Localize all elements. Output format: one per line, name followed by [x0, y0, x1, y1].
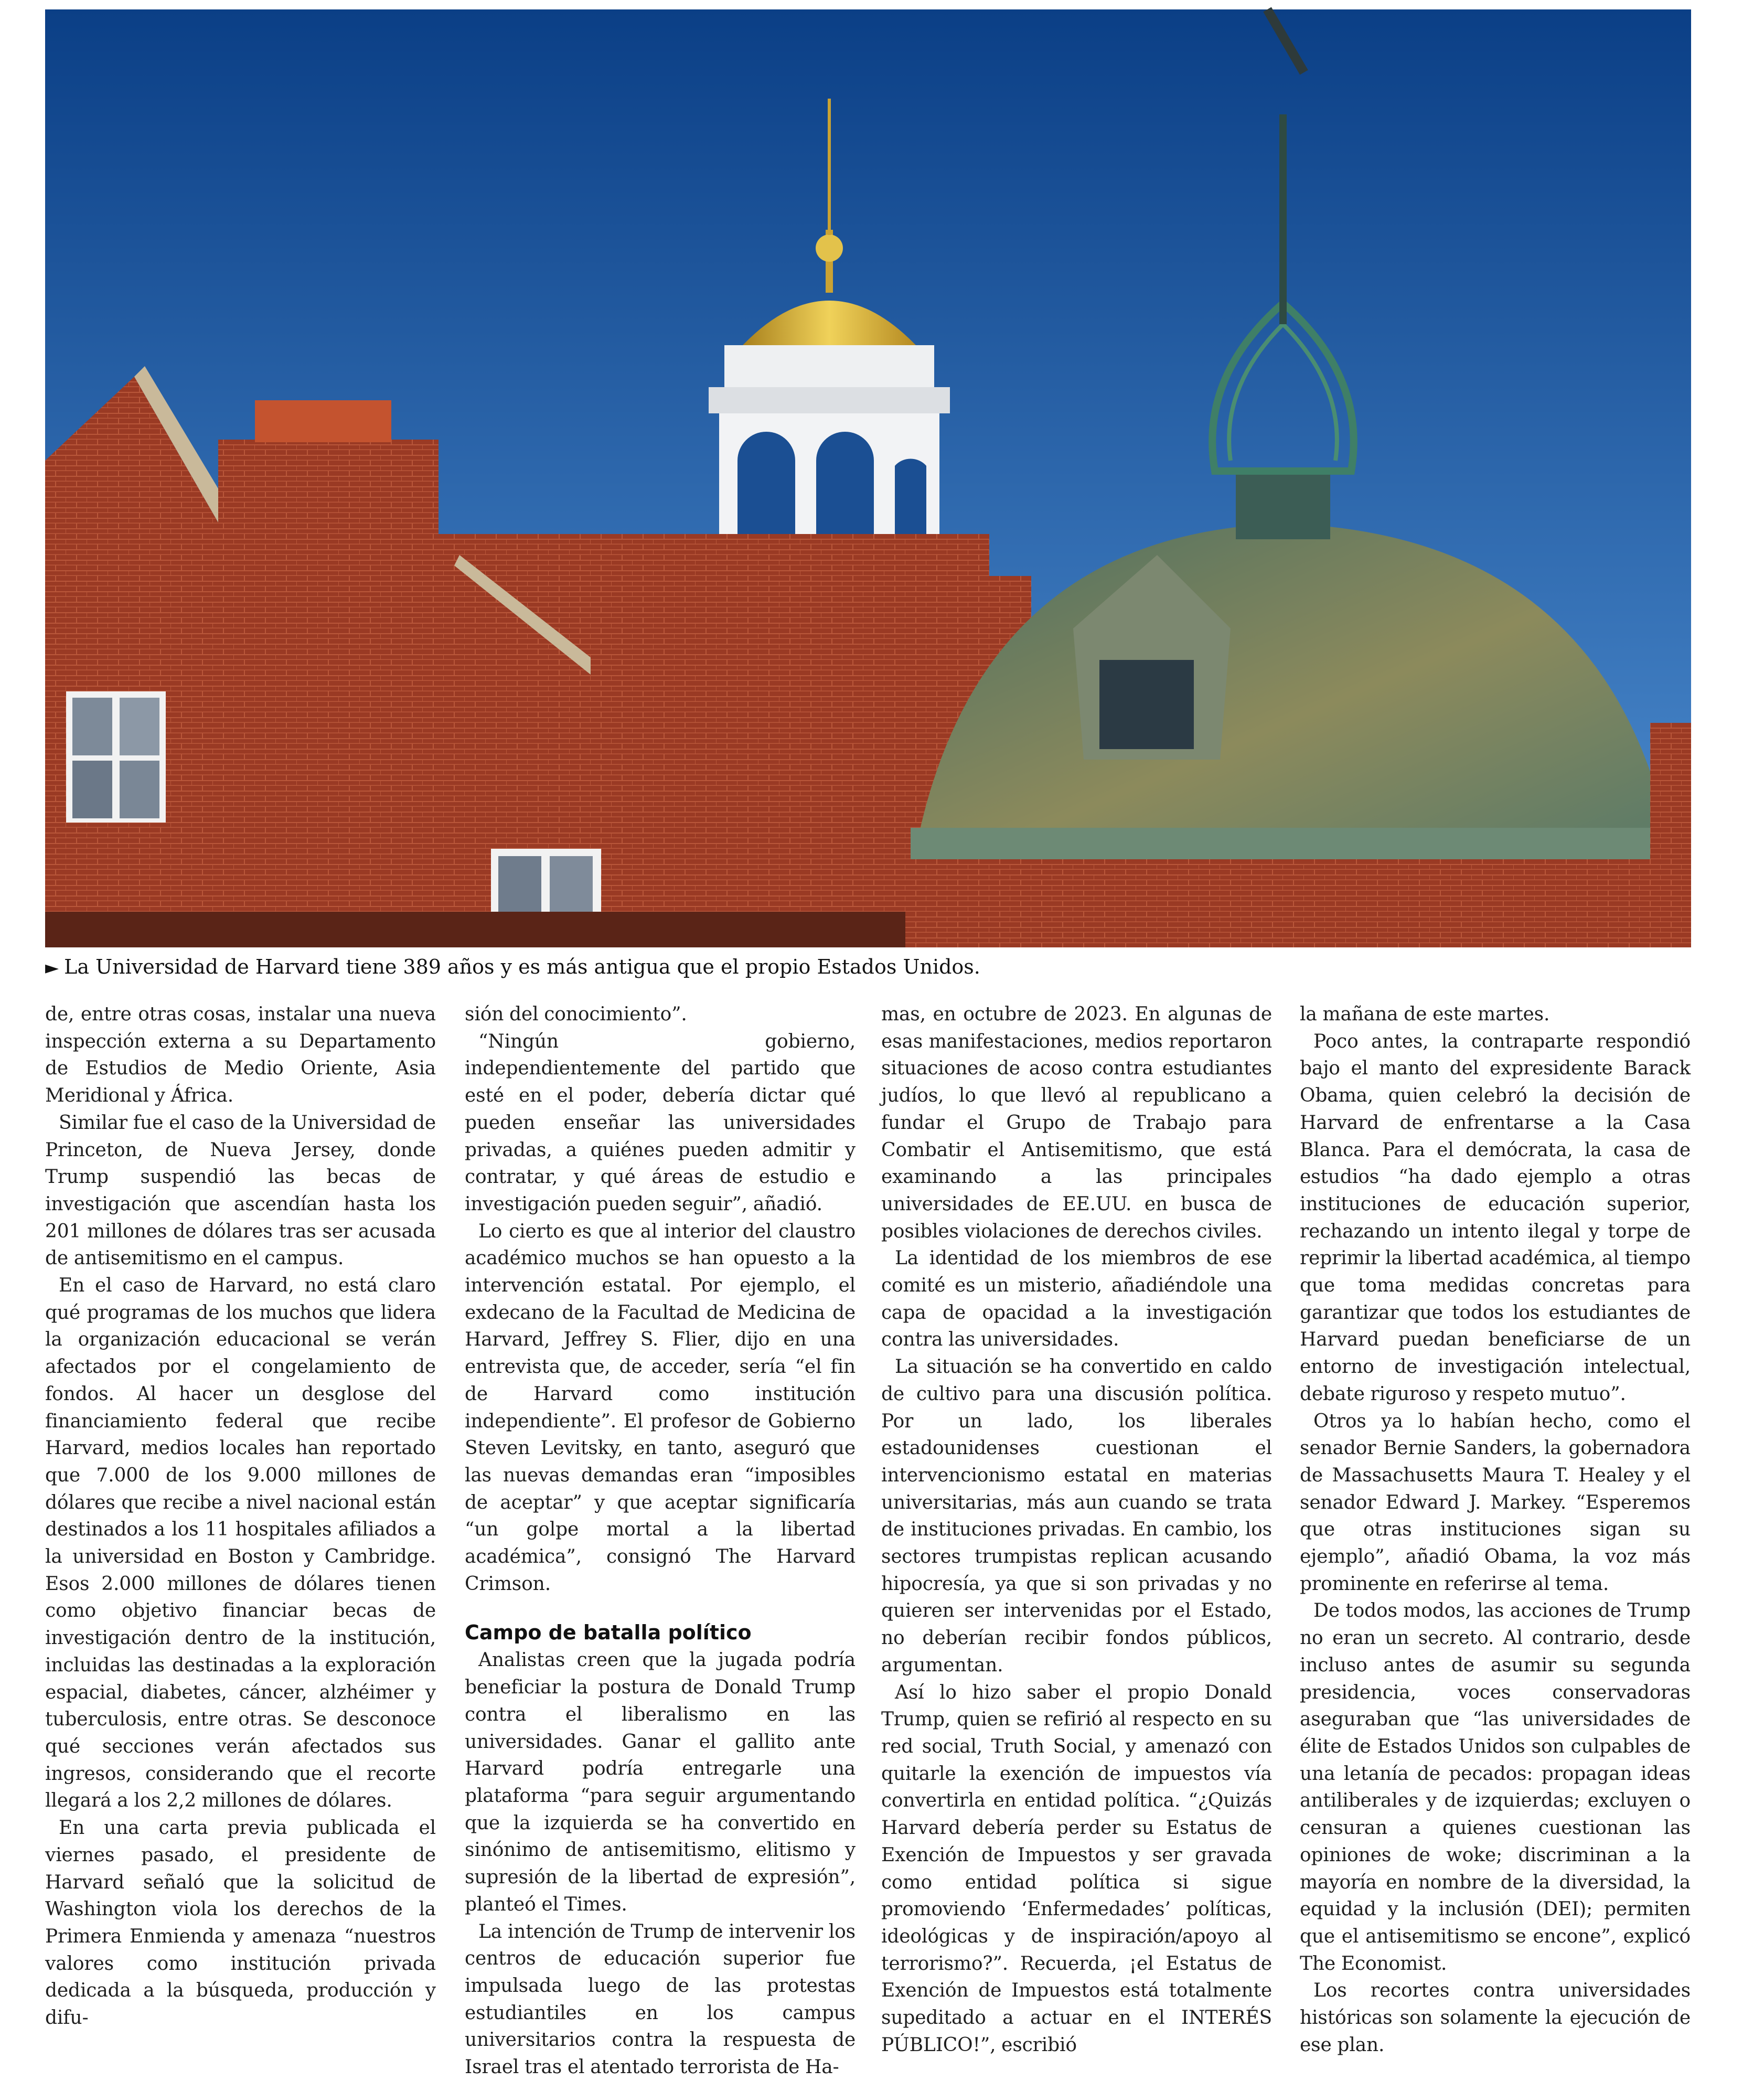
caption-text: La Universidad de Harvard tiene 389 años y es más antigua que el propio Estados Unidos. [64, 955, 980, 978]
paragraph: Similar fue el caso de la Universidad de Princeton, de Nueva Jersey, donde Trump suspendió las becas de investigación que ascendían hasta los 201 millones de dólares tras ser acusada de antisemitismo en el campus. [45, 1112, 436, 1269]
paragraph: De todos modos, las acciones de Trump no eran un secreto. Al contrario, desde incluso antes de asumir su segunda presidencia, voces conservadoras aseguraban que “las universidades de élite de Estados Unidos son culpables de una letanía de pecados: propagan ideas antiliberales y de izquierdas; excluyen o censuran a quienes cuestionan las opiniones de woke; discriminan a la mayoría en nombre de la diversidad, la equidad y la inclusión (DEI); permiten que el antisemitismo se encone”, explicó The Economist. [1300, 1600, 1691, 1975]
paragraph: mas, en octubre de 2023. En algunas de esas manifestaciones, medios reportaron situaciones de acoso contra estudiantes judíos, lo que llevó al republicano a fundar el Grupo de Trabajo para Combatir el Antisemitismo, que está examinando a las principales universidades de EE.UU. en busca de posibles violaciones de derechos civiles. [881, 1004, 1272, 1242]
article-column-4 [1300, 1001, 1691, 2056]
harvard-buildings-illustration [45, 9, 1691, 947]
paragraph: En una carta previa publicada el viernes pasado, el presidente de Harvard señaló que la solicitud de Washington viola los derechos de la Primera Enmienda y amenaza “nuestros valores como institución privada dedicada a la búsqueda, producción y difu- [45, 1817, 436, 2029]
paragraph: Analistas creen que la jugada podría beneficiar la postura de Donald Trump contra el liberalismo en las universidades. Ganar el gallito ante Harvard podría entregarle una plataforma “para seguir argumentando que la izquierda se ha convertido en sinónimo de antisemitismo, elitismo y supresión de la libertad de expresión”, planteó el Times. [465, 1649, 856, 1915]
paragraph: La intención de Trump de intervenir los centros de educación superior fue impulsada luego de las protestas estudiantiles en los campus universitarios contra la respuesta de Israel tras el atentado terrorista de Ha- [465, 1920, 856, 2078]
paragraph: “Ningún gobierno, independientemente del partido que esté en el poder, debería dictar qué pueden enseñar las universidades privadas, a quiénes pueden admitir y contratar, y qué áreas de estudio e investigación pueden seguir”, añadió. [465, 1030, 856, 1215]
caption-marker-icon: ► [45, 957, 59, 978]
article-photo [45, 9, 1691, 947]
paragraph: la mañana de este martes. [1300, 1004, 1550, 1025]
paragraph: En el caso de Harvard, no está claro qué programas de los muchos que lidera la organización educacional se verán afectados por el congelamiento de fondos. Al hacer un desglose del financiamiento federal que recibe Harvard, medios locales han reportado que 7.000 de los 9.000 millones de dólares que recibe a nivel nacional están destinados a los 11 hospitales afiliados a la universidad en Boston y Cambridge. Esos 2.000 millones de dólares tienen como objetivo financiar becas de investigación dentro de la institución, incluidas las destinadas a la exploración espacial, diabetes, cáncer, alzhéimer y tuberculosis, entre otras. Se desconoce qué secciones verán afectados sus ingresos, considerando que el recorte llegará a los 2,2 millones de dólares. [45, 1275, 436, 1812]
article-column-1 [45, 1001, 436, 2029]
paragraph: Así lo hizo saber el propio Donald Trump, quien se refirió al respecto en su red social, Truth Social, y amenazó con quitarle la exención de impuestos vía convertirla en entidad política. “¿Quizás Harvard debería perder su Estatus de Exención de Impuestos y ser gravada como entidad política si sigue promoviendo ‘Enfermedades’ políticas, ideológicas y de inspiración/apoyo al terrorismo?”. Recuerda, ¡el Estatus de Exención de Impuestos está totalmente supeditado a actuar en el INTERÉS PÚBLICO!”, escribió [881, 1681, 1272, 2056]
paragraph: sión del conocimiento”. [465, 1004, 687, 1025]
photo-caption [45, 951, 1691, 983]
paragraph: de, entre otras cosas, instalar una nueva inspección externa a su Departamento de Estudios de Medio Oriente, Asia Meridional y África. [45, 1004, 436, 1107]
paragraph: Lo cierto es que al interior del claustro académico muchos se han opuesto a la intervención estatal. Por ejemplo, el exdecano de la Facultad de Medicina de Harvard, Jeffrey S. Flier, dijo en una entrevista que, de acceder, sería “el fin de Harvard como institución independiente”. El profesor de Gobierno Steven Levitsky, en tanto, aseguró que las nuevas demandas eran “imposibles de aceptar” y que aceptar significaría “un golpe mortal a la libertad académica”, consignó The Harvard Crimson. [465, 1220, 856, 1595]
paragraph: Poco antes, la contraparte respondió bajo el manto del expresidente Barack Obama, quien celebró la decisión de Harvard de enfrentarse a la Casa Blanca. Para el demócrata, la casa de estudios “ha dado ejemplo a otras instituciones de educación superior, rechazando un intento ilegal y torpe de reprimir la libertad académica, al tiempo que toma medidas concretas para garantizar que todos los estudiantes de Harvard puedan beneficiarse de un entorno de investigación intelectual, debate riguroso y respeto mutuo”. [1300, 1030, 1691, 1405]
article-column-2 [465, 1001, 856, 2078]
article-column-3 [881, 1001, 1272, 2056]
section-subheading: Campo de batalla político [465, 1621, 752, 1645]
paragraph: Otros ya lo habían hecho, como el senador Bernie Sanders, la gobernadora de Massachusetts Maura T. Healey y el senador Edward J. Markey. “Esperemos que otras instituciones sigan su ejemplo”, añadió Obama, la voz más prominente en referirse al tema. [1300, 1410, 1691, 1595]
paragraph: La identidad de los miembros de ese comité es un misterio, añadiéndole una capa de opacidad a la investigación contra las universidades. [881, 1247, 1272, 1351]
paragraph: Los recortes contra universidades históricas son solamente la ejecución de ese plan. [1300, 1980, 1691, 2056]
paragraph: La situación se ha convertido en caldo de cultivo para una discusión política. Por un lado, los liberales estadounidenses cuestionan el intervencionismo estatal en materias universitarias, más aun cuando se trata de instituciones privadas. En cambio, los sectores trumpistas replican acusando hipocresía, ya que si son privadas y no quieren ser intervenidas por el Estado, no deberían recibir fondos públicos, argumentan. [881, 1356, 1272, 1676]
